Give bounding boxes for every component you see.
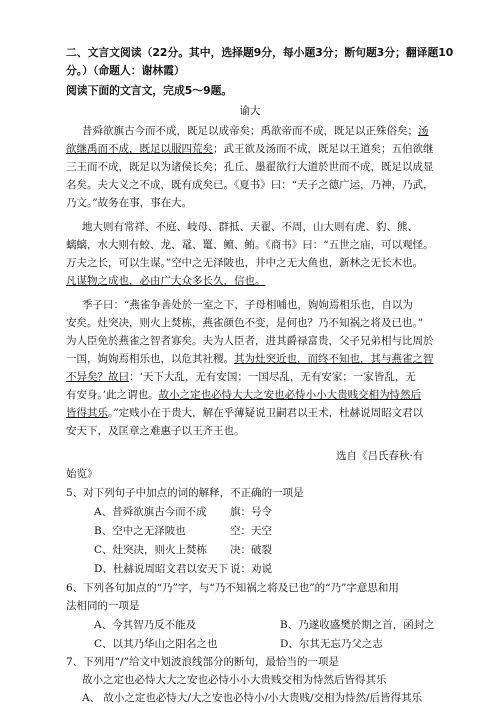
passage-title: 谕大 bbox=[239, 105, 261, 117]
passage-text: 。”定贱小在于贵大，解在乎薄疑说卫嗣君以王术，杜赫说周昭文君以 bbox=[108, 407, 424, 419]
q5-option-b-gloss: 空：天空 bbox=[230, 525, 272, 537]
q6-option-b[interactable]: B、乃遂收盛樊於期之首，函封之 bbox=[280, 619, 435, 631]
passage-text: ：‘天下大乱，无有安国；一国尽乱，无有安家；一家皆乱，无 bbox=[129, 371, 416, 383]
q5-option-d-gloss: 说：劝说 bbox=[230, 563, 272, 575]
passage-line bbox=[66, 386, 421, 404]
q6-option-c[interactable]: C、以其乃华山之阳名之也 bbox=[94, 638, 218, 650]
passage-text: 季子曰：“燕雀争善处於一室之下，子母相哺也，姁姁焉相乐也，自以为 bbox=[82, 299, 413, 311]
q7-original-text: 故小之定也必恃大大之安也必恃小小大贵贱交相为恃然后皆得其乐 bbox=[82, 674, 387, 686]
underlined-text: 欲继禹而不成，既足以服四荒矣 bbox=[66, 143, 213, 155]
passage-text: 安矣。灶突决，则火上焚栋，燕雀颜色不变，是何也？乃不知祸之将及已也。” bbox=[66, 317, 424, 329]
passage-text: 有安身。’此之谓也。 bbox=[66, 389, 159, 401]
passage-text: 螭螭，水大则有蛟、龙、鼋、鼍、鳣、鲔。《商书》曰：“五世之庙，可以观怪。 bbox=[66, 239, 434, 251]
passage-line bbox=[66, 176, 434, 194]
q6-option-a[interactable]: A、今其智乃反不能及 bbox=[94, 619, 197, 631]
passage-line bbox=[66, 350, 434, 368]
passage-line bbox=[66, 158, 434, 176]
q5-option-b[interactable]: B、空中之无泽陂也 bbox=[94, 525, 186, 537]
q6-stem: 6、下列各句加点的“乃”字，与“乃不知祸之将及已也”的“乃”字意思和用 bbox=[66, 582, 399, 594]
source-citation-cont: 始览》 bbox=[66, 468, 98, 480]
q7-option-a[interactable]: A、 故小之定也必恃大/大之安也必恃小/小大贵贱/交相为恃然/后皆得其乐 bbox=[82, 692, 423, 704]
passage-text: 为人臣免於燕雀之智者寡矣。夫为人臣者，进其爵禄富贵，父子兄弟相与比周於 bbox=[66, 335, 434, 347]
passage-line bbox=[66, 254, 423, 272]
passage-line bbox=[66, 236, 434, 254]
passage-line bbox=[66, 368, 416, 386]
passage-text: 地大则有常祥、不庭、岐母、群抵、天翟、不周，山大则有虎、豹、熊、 bbox=[82, 221, 418, 233]
q6-stem-cont: 法相同的一项是 bbox=[66, 600, 140, 612]
passage-line bbox=[66, 194, 192, 212]
underlined-text: 汤 bbox=[418, 125, 429, 137]
passage-line bbox=[66, 314, 423, 332]
passage-line bbox=[82, 296, 413, 314]
section-title: 二、文言文阅读（22分。其中，选择题9分，每小题3分；断句题3分；翻译题10分。）（命题人：谢林霞） bbox=[66, 46, 454, 78]
q5-option-c-gloss: 决：破裂 bbox=[230, 544, 272, 556]
underlined-text: 皆得其乐 bbox=[66, 407, 108, 419]
q7-stem: 7、下列用“/”给文中划波浪线部分的断句，最恰当的一项是 bbox=[66, 656, 339, 668]
reading-instruction: 阅读下面的文言文，完成5～9题。 bbox=[66, 84, 233, 97]
passage-line bbox=[66, 272, 266, 290]
passage-text: 万夫之长，可以生谋。”空中之无泽陂也，井中之无大鱼也，新林之无长木也。 bbox=[66, 257, 424, 269]
passage-line bbox=[66, 422, 245, 440]
passage-text: 乃文。”故务在事，事在大。 bbox=[66, 197, 193, 209]
q5-option-c[interactable]: C、灶突决，则火上焚栋 bbox=[94, 544, 208, 556]
q5-option-a[interactable]: A、昔舜欲旗古今而不成 bbox=[94, 506, 207, 518]
passage-text: 一国，姁姁焉相乐也，以危其社稷。 bbox=[66, 353, 234, 365]
q5-option-d[interactable]: D、杜赫说周昭文君以安天下 bbox=[94, 563, 229, 575]
passage-text: 昔舜欲旗古今而不成，既足以成帝矣；禹欲帝而不成，既足以正殊俗矣； bbox=[82, 125, 418, 137]
q5-option-a-gloss: 旗：号令 bbox=[230, 506, 272, 518]
passage-line bbox=[82, 122, 429, 140]
passage-text: 安天下，及匡章之难惠子以王齐王也。 bbox=[66, 425, 245, 437]
passage-text: 三王而不成，既足以为诸侯长矣；孔丘、墨翟欲行大道於世而不成，既足以成显 bbox=[66, 161, 434, 173]
underlined-text: 故小之定也必恃大大之安也必恃小小大贵贱交相为恃然后 bbox=[158, 389, 422, 401]
passage-line bbox=[66, 404, 423, 422]
q5-stem: 5、对下列句子中加点的词的解释，不正确的一项是 bbox=[66, 487, 304, 499]
passage-text: ；武王欲及汤而不成，既足以王道矣；五伯欲继 bbox=[213, 143, 434, 155]
source-citation: 选自《吕氏春秋·有 bbox=[336, 450, 424, 462]
passage-text: 名矣。夫大义之不成，既有成矣已。《夏书》曰：“天子之德广运，乃神，乃武， bbox=[66, 179, 434, 191]
passage-line bbox=[66, 332, 434, 350]
passage-line bbox=[66, 140, 434, 158]
passage-line bbox=[82, 218, 418, 236]
underlined-text: 不异矣？故曰 bbox=[66, 371, 129, 383]
underlined-text: 凡谋物之成也，必由广大众多长久，信也。 bbox=[66, 275, 266, 287]
underlined-text: 其为灶突近也，而终不知也，其与燕雀之智 bbox=[234, 353, 434, 365]
q6-option-d[interactable]: D、尔其无忘乃父之志 bbox=[280, 638, 383, 650]
